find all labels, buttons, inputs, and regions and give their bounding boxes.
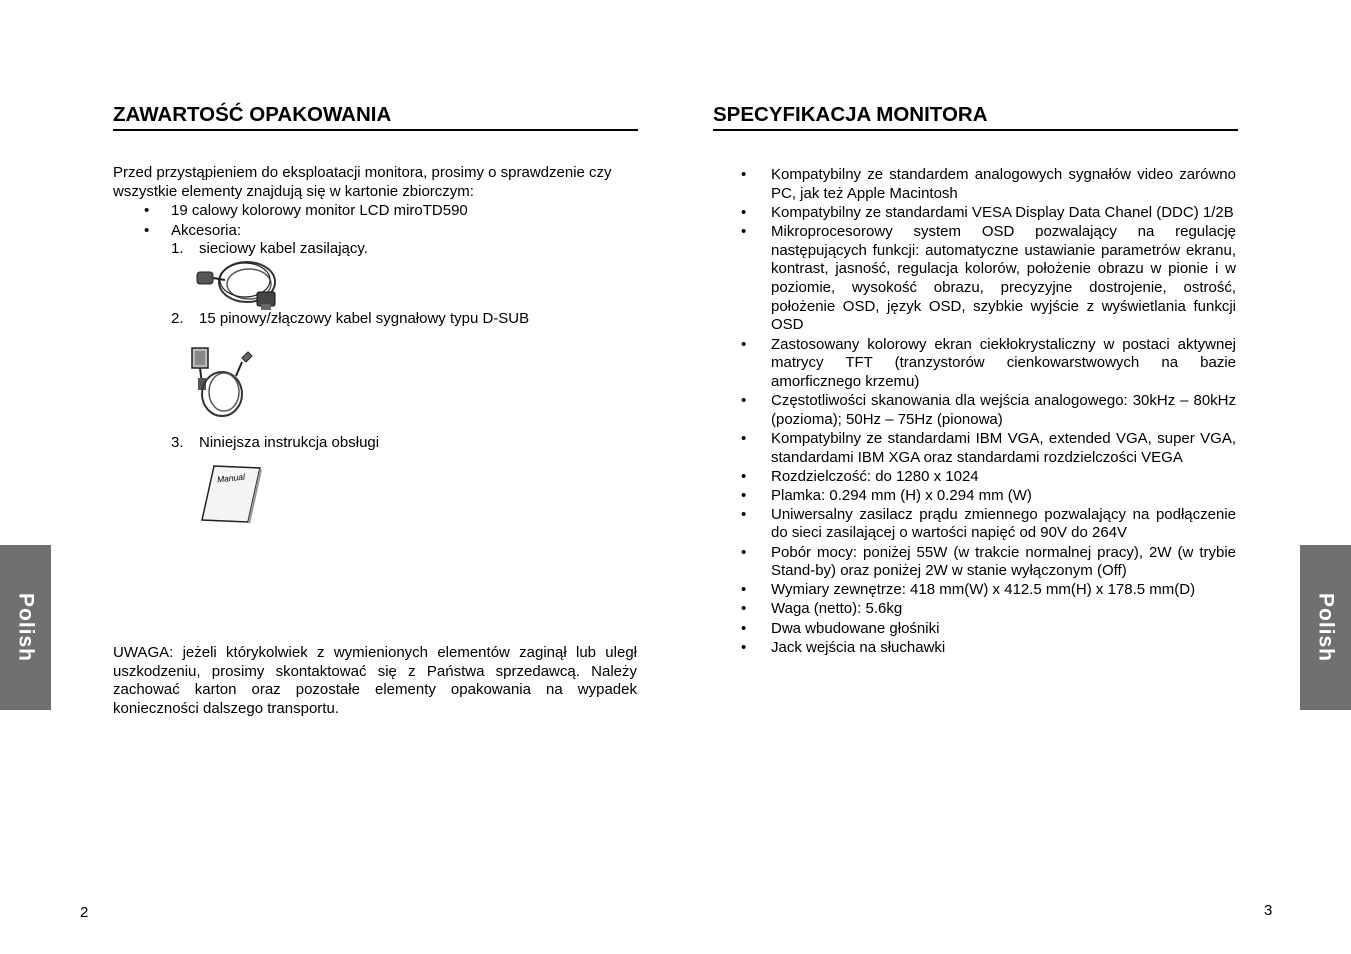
spec-text: Dwa wbudowane głośniki bbox=[771, 619, 940, 637]
spec-item bbox=[713, 620, 1236, 639]
right-heading: SPECYFIKACJA MONITORA bbox=[713, 103, 988, 126]
spec-item bbox=[713, 468, 1236, 487]
spec-item bbox=[713, 581, 1236, 600]
spec-item bbox=[713, 430, 1236, 467]
bullet-dot: • bbox=[741, 600, 747, 618]
spec-item bbox=[713, 600, 1236, 619]
accessory-number: 2. bbox=[171, 310, 184, 327]
bullet-dot: • bbox=[741, 638, 747, 656]
accessory-manual: Niniejsza instrukcja obsługi bbox=[199, 434, 380, 451]
spec-list bbox=[713, 166, 1236, 658]
accessory-number: 1. bbox=[171, 240, 184, 257]
warning-note: UWAGA: jeżeli którykolwiek z wymienionych elementów zaginął lub uległ uszkodzeniu, prosimy skontaktować się z Państwa sprzedawcą. Należy zachować karton oraz pozostałe elementy opakowania na wypadek konieczności dalszego transportu. bbox=[113, 644, 637, 718]
manual-label: Manual bbox=[216, 471, 246, 485]
spec-item bbox=[713, 544, 1236, 581]
spec-item bbox=[713, 392, 1236, 429]
side-tab-label: Polish bbox=[14, 592, 38, 662]
accessory-power-cable: sieciowy kabel zasilający. bbox=[199, 240, 368, 257]
spec-text: Zastosowany kolorowy ekran ciekłokrystaliczny w postaci aktywnej matrycy TFT (tranzystorów cienkowarstwowych na bazie amorficznego krzemu) bbox=[771, 335, 1236, 390]
bullet-dot: • bbox=[741, 619, 747, 637]
spec-text: Uniwersalny zasilacz prądu zmiennego pozwalający na podłączenie do sieci zasilającej o wartości napięć od 90V do 264V bbox=[771, 505, 1236, 542]
left-heading: ZAWARTOŚĆ OPAKOWANIA bbox=[113, 103, 392, 126]
bullet-dot: • bbox=[741, 486, 747, 504]
bullet-dot: • bbox=[741, 222, 747, 240]
bullet-dot: • bbox=[741, 392, 747, 409]
bullet-dot: • bbox=[741, 505, 747, 523]
bullet-accessories: Akcesoria: bbox=[171, 222, 242, 239]
spec-text: Częstotliwości skanowania dla wejścia analogowego: 30kHz – 80kHz (pozioma); 50Hz – 75Hz (pionowa) bbox=[771, 392, 1236, 428]
bullet-dot: • bbox=[741, 429, 747, 447]
bullet-dot: • bbox=[144, 222, 150, 239]
spec-text: Plamka: 0.294 mm (H) x 0.294 mm (W) bbox=[771, 486, 1032, 504]
spec-item bbox=[713, 336, 1236, 392]
spec-text: Kompatybilny ze standardami IBM VGA, extended VGA, super VGA, standardami IBM XGA oraz standardami rozdzielczości VEGA bbox=[771, 429, 1236, 466]
spec-text: Kompatybilny ze standardem analogowych sygnałów video zarówno PC, jak też Apple Macintosh bbox=[771, 166, 1236, 202]
spec-text: Wymiary zewnętrze: 418 mm(W) x 412.5 mm(H) x 178.5 mm(D) bbox=[771, 581, 1196, 599]
page-number-left: 2 bbox=[80, 904, 89, 921]
spec-text: Kompatybilny ze standardami VESA Display Data Chanel (DDC) 1/2B bbox=[771, 203, 1234, 221]
bullet-monitor: 19 calowy kolorowy monitor LCD miroTD590 bbox=[171, 202, 468, 219]
bullet-dot: • bbox=[741, 581, 747, 599]
left-heading-rule bbox=[113, 129, 638, 131]
spec-text: Rozdzielczość: do 1280 x 1024 bbox=[771, 467, 979, 485]
spec-item bbox=[713, 204, 1236, 223]
spec-text: Pobór mocy: poniżej 55W (w trakcie normalnej pracy), 2W (w trybie Stand-by) oraz poniżej 2W w stanie wyłączonym (Off) bbox=[771, 543, 1236, 580]
spec-text: Waga (netto): 5.6kg bbox=[771, 600, 903, 618]
spec-text: Mikroprocesorowy system OSD pozwalający na regulację następujących funkcji: automatyczne ustawianie parametrów ekranu, kontrast, jasność, regulacja kolorów, położenie obrazu w pionie i w poziomie, wysokość obrazu, precyzyjne dostrojenie, ostrość, położenie OSD, język OSD, szybkie wyjście z wyświetlania funkcji OSD bbox=[771, 222, 1236, 334]
spec-item bbox=[713, 223, 1236, 335]
spec-item bbox=[713, 506, 1236, 543]
accessory-dsub-cable: 15 pinowy/złączowy kabel sygnałowy typu D-SUB bbox=[199, 310, 530, 327]
bullet-dot: • bbox=[144, 202, 150, 219]
bullet-dot: • bbox=[741, 203, 747, 221]
bullet-dot: • bbox=[741, 166, 747, 183]
spec-item bbox=[713, 487, 1236, 506]
side-tab-right bbox=[1300, 545, 1351, 710]
intro-paragraph: Przed przystąpieniem do eksploatacji monitora, prosimy o sprawdzenie czy wszystkie elementy znajdują się w kartonie zbiorczym: bbox=[113, 164, 612, 200]
side-tab-label: Polish bbox=[1314, 592, 1338, 662]
power-cable-icon bbox=[195, 256, 283, 312]
spec-item bbox=[713, 166, 1236, 203]
dsub-cable-icon bbox=[190, 344, 254, 420]
page-number-right: 3 bbox=[1264, 902, 1273, 919]
spec-item bbox=[713, 639, 1236, 658]
right-heading-rule bbox=[713, 129, 1238, 131]
accessory-number: 3. bbox=[171, 434, 184, 451]
bullet-dot: • bbox=[741, 543, 747, 561]
side-tab-left bbox=[0, 545, 51, 710]
spec-text: Jack wejścia na słuchawki bbox=[771, 638, 946, 656]
manual-icon bbox=[200, 462, 264, 524]
bullet-dot: • bbox=[741, 335, 747, 353]
bullet-dot: • bbox=[741, 467, 747, 485]
